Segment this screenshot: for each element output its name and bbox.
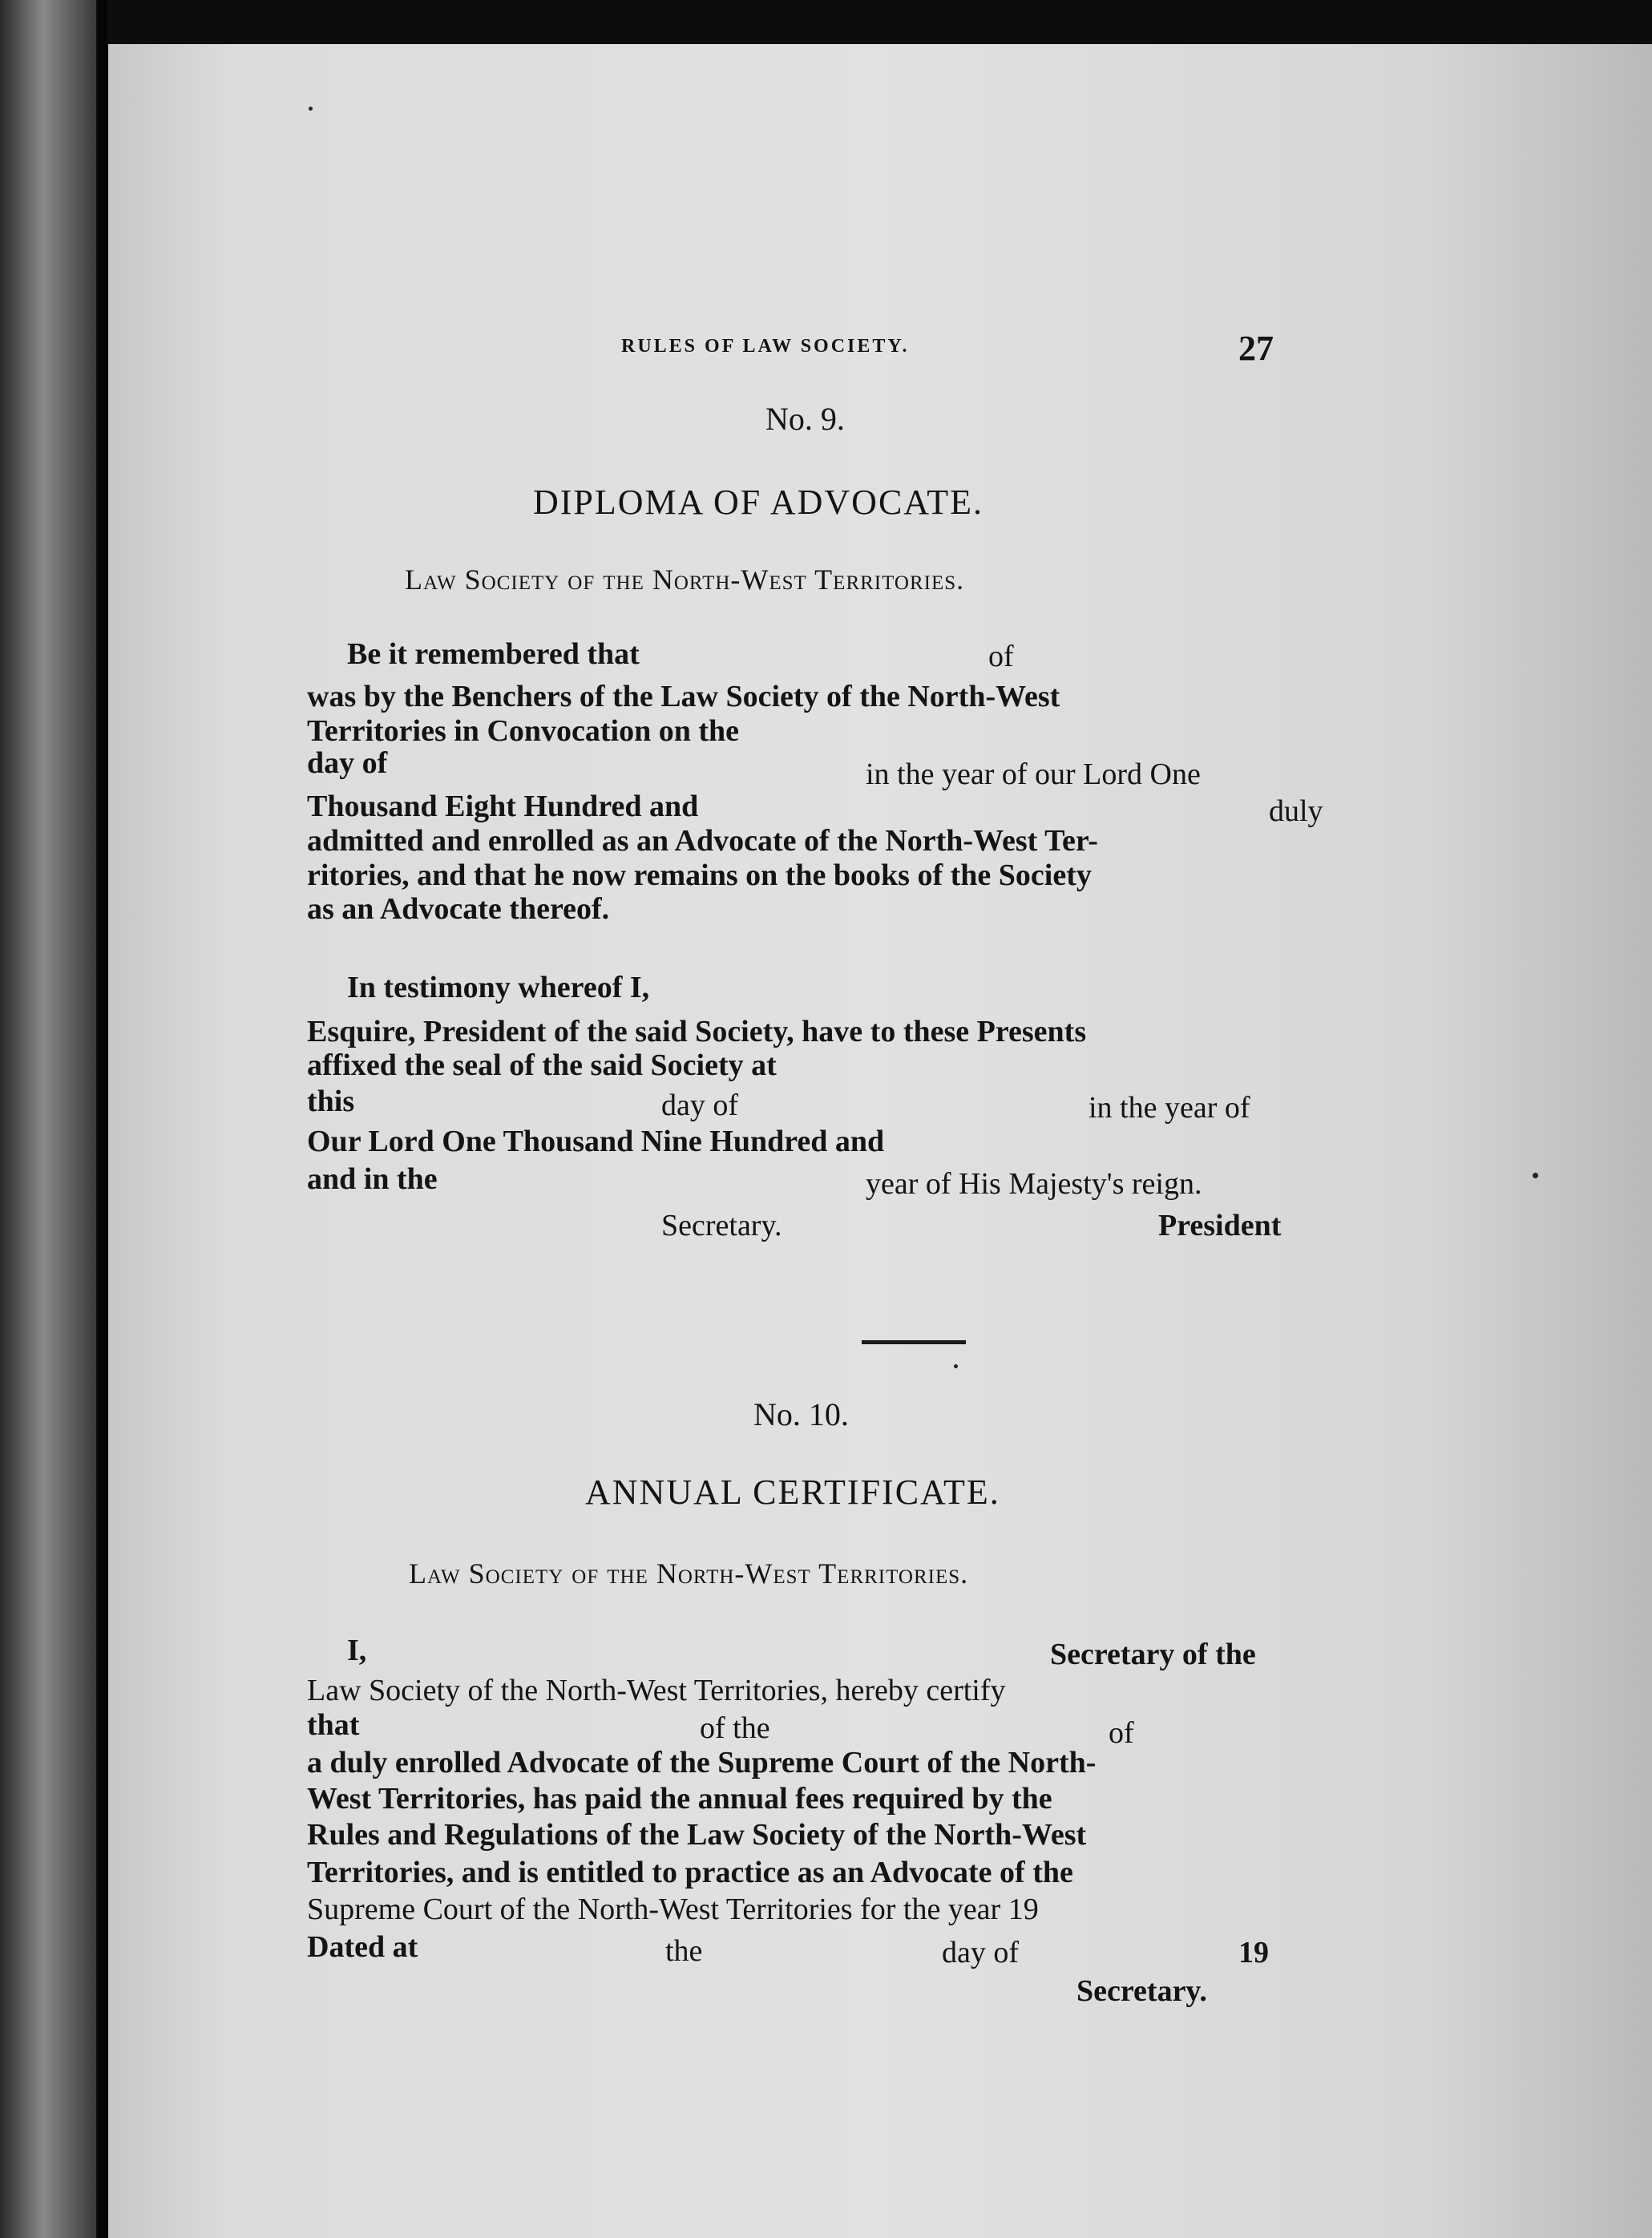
form-9-p2-line2: Esquire, President of the said Society, have to these Presents	[307, 1015, 1087, 1048]
form-10-p1-line9-d: 19	[1238, 1936, 1269, 1969]
form-9-p2-line4-c: in the year of	[1089, 1091, 1250, 1125]
ink-speck	[954, 1364, 958, 1368]
form-9-p2-line4-a: this	[307, 1085, 355, 1118]
form-10-p1-line5: West Territories, has paid the annual fees required by the	[307, 1782, 1052, 1816]
form-10-society-heading: Law Society of the North-West Territories.	[409, 1557, 969, 1590]
page-number: 27	[1238, 329, 1274, 368]
form-10-p1-line3-b: of the	[700, 1711, 770, 1745]
ink-speck	[1533, 1173, 1538, 1178]
form-9-p1-line3: Territories in Convocation on the	[307, 714, 740, 748]
form-10-p1-line9-b: the	[665, 1934, 703, 1968]
form-10-p1-line3-c: of	[1109, 1716, 1134, 1750]
form-9-p2-line5: Our Lord One Thousand Nine Hundred and	[307, 1125, 885, 1158]
form-10-p1-line6: Rules and Regulations of the Law Society of the North-West	[307, 1818, 1087, 1852]
form-10-p1-line1-b: Secretary of the	[1050, 1638, 1256, 1671]
form-9-p2-line6-b: year of His Majesty's reign.	[866, 1167, 1202, 1201]
form-9-number: No. 9.	[765, 401, 845, 437]
form-10-title: ANNUAL CERTIFICATE.	[585, 1472, 1000, 1512]
form-10-p1-line2: Law Society of the North-West Territories, hereby certify	[307, 1674, 1006, 1707]
form-9-p1-line1-b: of	[988, 640, 1014, 673]
form-9-p1-line5-a: Thousand Eight Hundred and	[307, 790, 699, 823]
form-10-p1-line1-a: I,	[347, 1634, 367, 1667]
form-10-p1-line9-a: Dated at	[307, 1930, 418, 1964]
form-9-p2-line1: In testimony whereof I,	[347, 971, 650, 1004]
form-10-p1-line8: Supreme Court of the North-West Territories for the year 19	[307, 1893, 1039, 1926]
form-9-p2-line4-b: day of	[661, 1089, 739, 1122]
form-9-p1-line4-b: in the year of our Lord One	[866, 757, 1201, 791]
form-9-p2-line6-a: and in the	[307, 1162, 438, 1196]
form-10-p1-line7: Territories, and is entitled to practice as an Advocate of the	[307, 1856, 1073, 1889]
form-9-p1-line4-a: day of	[307, 746, 388, 780]
section-divider-rule	[862, 1340, 966, 1344]
form-10-p1-line4: a duly enrolled Advocate of the Supreme Court of the North-	[307, 1746, 1097, 1779]
form-9-president-signature: President	[1158, 1209, 1282, 1242]
ink-speck	[309, 107, 313, 111]
form-9-p2-line3: affixed the seal of the said Society at	[307, 1048, 777, 1082]
form-9-p1-line1-a: Be it remembered that	[347, 637, 640, 671]
page-gutter	[98, 0, 107, 2238]
form-9-secretary-signature: Secretary.	[661, 1209, 782, 1242]
form-10-p1-line9-c: day of	[942, 1936, 1020, 1969]
form-9-p1-line8: as an Advocate thereof.	[307, 892, 610, 926]
form-9-p1-line5-b: duly	[1269, 794, 1323, 828]
form-9-p1-line2: was by the Benchers of the Law Society of the North-West	[307, 680, 1060, 713]
form-9-society-heading: Law Society of the North-West Territories.	[405, 564, 965, 596]
form-9-title: DIPLOMA OF ADVOCATE.	[533, 483, 984, 522]
form-9-p1-line7: ritories, and that he now remains on the books of the Society	[307, 858, 1092, 892]
form-10-p1-line3-a: that	[307, 1708, 360, 1742]
running-title: RULES OF LAW SOCIETY.	[621, 336, 910, 357]
form-10-secretary-signature: Secretary.	[1076, 1974, 1207, 2008]
scanned-left-margin	[0, 0, 96, 2238]
form-10-number: No. 10.	[753, 1396, 849, 1432]
document-page	[108, 44, 1652, 2238]
form-9-p1-line6: admitted and enrolled as an Advocate of the North-West Ter-	[307, 824, 1098, 858]
